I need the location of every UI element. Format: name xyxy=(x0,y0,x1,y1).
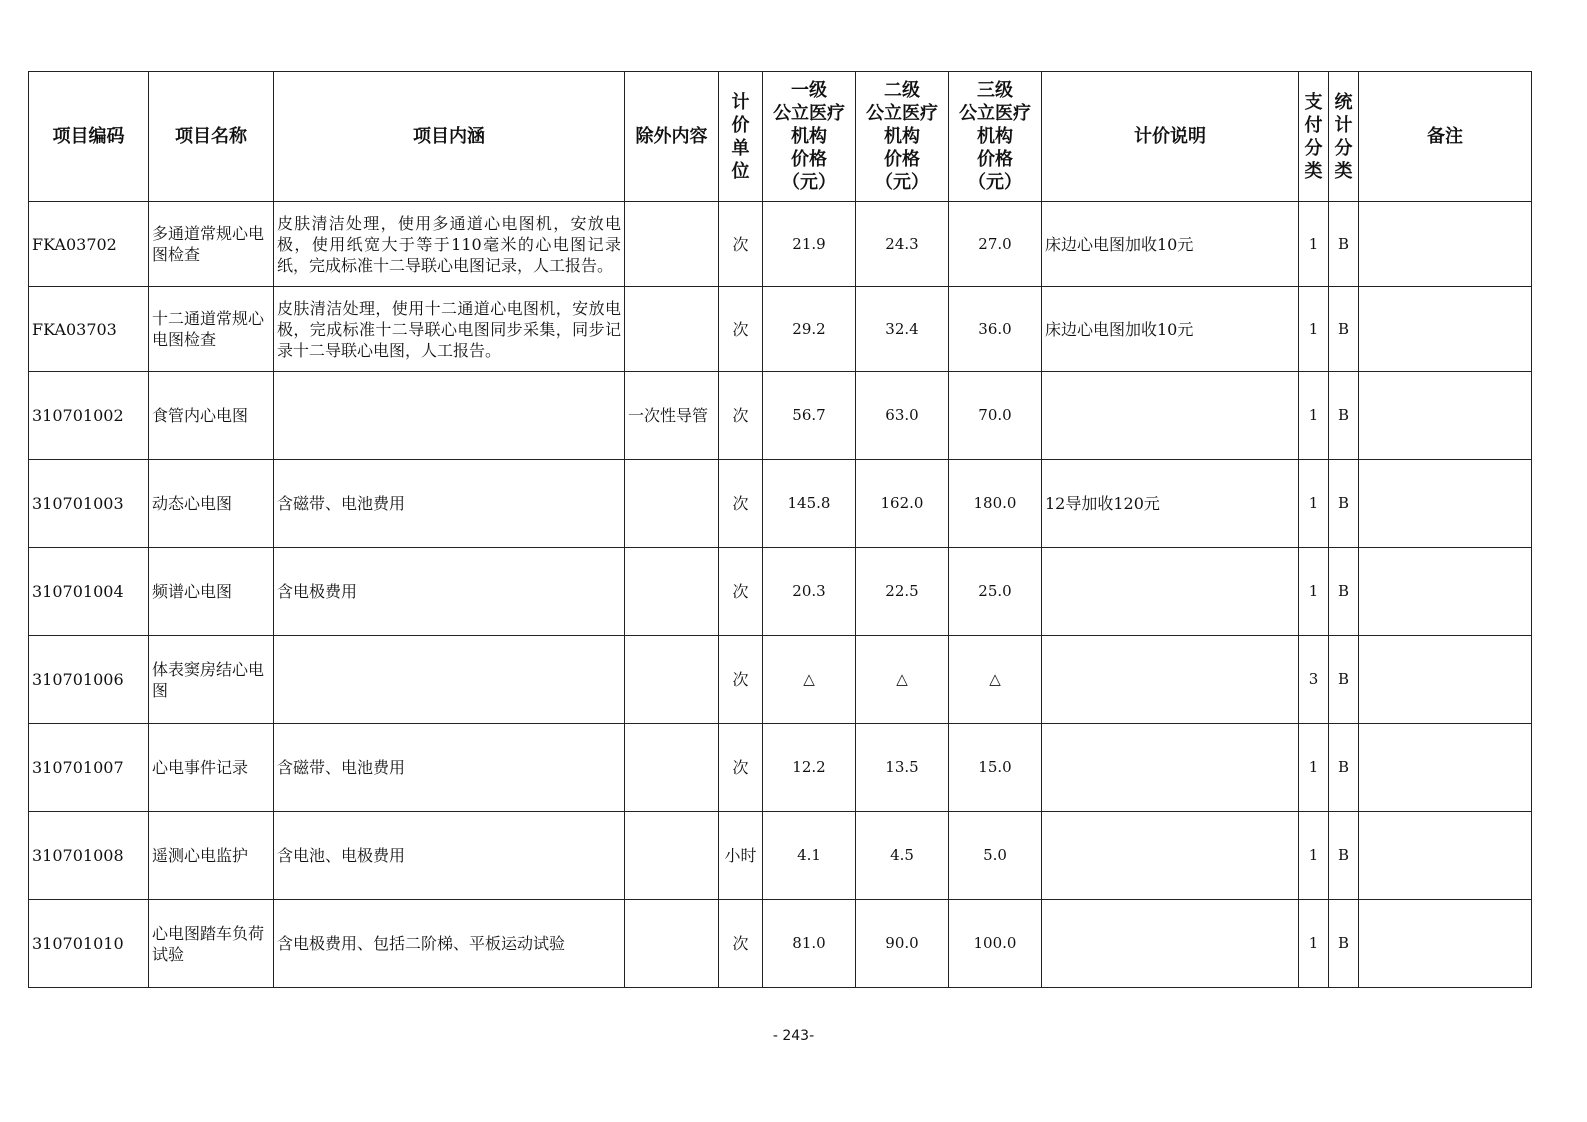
table-row xyxy=(29,372,1532,460)
cell-pricing-note: 12导加收120元 xyxy=(1042,460,1299,548)
cell-name: 多通道常规心电图检查 xyxy=(149,202,274,287)
cell-level3-price: 25.0 xyxy=(949,548,1042,636)
cell-stats-category: B xyxy=(1329,636,1359,724)
cell-name: 频谱心电图 xyxy=(149,548,274,636)
cell-pricing-note: 床边心电图加收10元 xyxy=(1042,287,1299,372)
header-level2-price: 二级 公立医疗 机构 价格 （元） xyxy=(856,72,949,202)
cell-pricing-note xyxy=(1042,812,1299,900)
cell-name: 动态心电图 xyxy=(149,460,274,548)
header-code: 项目编码 xyxy=(29,72,149,202)
cell-payment-category: 1 xyxy=(1299,900,1329,988)
cell-level2-price: 90.0 xyxy=(856,900,949,988)
cell-unit: 次 xyxy=(719,724,763,812)
cell-unit: 次 xyxy=(719,636,763,724)
cell-level2-price: 4.5 xyxy=(856,812,949,900)
cell-name: 遥测心电监护 xyxy=(149,812,274,900)
cell-excluded xyxy=(625,900,719,988)
cell-level3-price: 15.0 xyxy=(949,724,1042,812)
cell-excluded xyxy=(625,724,719,812)
cell-pricing-note xyxy=(1042,900,1299,988)
price-table xyxy=(28,71,1532,988)
cell-remarks xyxy=(1359,460,1532,548)
header-unit: 计 价 单 位 xyxy=(719,72,763,202)
header-row xyxy=(29,72,1532,202)
cell-stats-category: B xyxy=(1329,460,1359,548)
cell-code: FKA03703 xyxy=(29,287,149,372)
cell-name: 十二通道常规心电图检查 xyxy=(149,287,274,372)
cell-excluded: 一次性导管 xyxy=(625,372,719,460)
cell-level2-price: 24.3 xyxy=(856,202,949,287)
cell-content: 含电极费用、包括二阶梯、平板运动试验 xyxy=(274,900,625,988)
cell-code: 310701004 xyxy=(29,548,149,636)
cell-remarks xyxy=(1359,287,1532,372)
header-level3-price: 三级 公立医疗 机构 价格 （元） xyxy=(949,72,1042,202)
cell-code: 310701002 xyxy=(29,372,149,460)
cell-payment-category: 1 xyxy=(1299,287,1329,372)
cell-stats-category: B xyxy=(1329,812,1359,900)
cell-stats-category: B xyxy=(1329,548,1359,636)
cell-content xyxy=(274,372,625,460)
cell-level2-price: 63.0 xyxy=(856,372,949,460)
cell-remarks xyxy=(1359,900,1532,988)
cell-level3-price: 5.0 xyxy=(949,812,1042,900)
cell-unit: 次 xyxy=(719,287,763,372)
cell-remarks xyxy=(1359,724,1532,812)
table-row xyxy=(29,287,1532,372)
cell-content: 含磁带、电池费用 xyxy=(274,724,625,812)
cell-level2-price: 13.5 xyxy=(856,724,949,812)
cell-stats-category: B xyxy=(1329,202,1359,287)
header-content: 项目内涵 xyxy=(274,72,625,202)
cell-unit: 次 xyxy=(719,900,763,988)
cell-content: 含电池、电极费用 xyxy=(274,812,625,900)
cell-pricing-note xyxy=(1042,372,1299,460)
cell-excluded xyxy=(625,202,719,287)
cell-payment-category: 1 xyxy=(1299,202,1329,287)
cell-level1-price: 145.8 xyxy=(763,460,856,548)
cell-code: 310701006 xyxy=(29,636,149,724)
cell-excluded xyxy=(625,636,719,724)
cell-excluded xyxy=(625,460,719,548)
cell-level1-price: 20.3 xyxy=(763,548,856,636)
cell-level2-price: △ xyxy=(856,636,949,724)
cell-level3-price: 100.0 xyxy=(949,900,1042,988)
cell-content: 含磁带、电池费用 xyxy=(274,460,625,548)
cell-level2-price: 22.5 xyxy=(856,548,949,636)
cell-code: 310701010 xyxy=(29,900,149,988)
cell-code: 310701008 xyxy=(29,812,149,900)
header-payment-category: 支 付 分 类 xyxy=(1299,72,1329,202)
cell-unit: 次 xyxy=(719,372,763,460)
header-excluded: 除外内容 xyxy=(625,72,719,202)
cell-stats-category: B xyxy=(1329,724,1359,812)
cell-payment-category: 1 xyxy=(1299,372,1329,460)
cell-level3-price: △ xyxy=(949,636,1042,724)
cell-level1-price: △ xyxy=(763,636,856,724)
cell-remarks xyxy=(1359,812,1532,900)
cell-pricing-note xyxy=(1042,548,1299,636)
cell-level2-price: 32.4 xyxy=(856,287,949,372)
header-name: 项目名称 xyxy=(149,72,274,202)
cell-remarks xyxy=(1359,372,1532,460)
cell-level1-price: 12.2 xyxy=(763,724,856,812)
header-stats-category: 统 计 分 类 xyxy=(1329,72,1359,202)
cell-level2-price: 162.0 xyxy=(856,460,949,548)
cell-content: 皮肤清洁处理，使用十二通道心电图机，安放电极，完成标准十二导联心电图同步采集，同步记录十二导联心电图，人工报告。 xyxy=(274,287,625,372)
cell-code: FKA03702 xyxy=(29,202,149,287)
cell-name: 体表窦房结心电图 xyxy=(149,636,274,724)
table-row xyxy=(29,202,1532,287)
cell-pricing-note xyxy=(1042,636,1299,724)
cell-content: 皮肤清洁处理，使用多通道心电图机，安放电极，使用纸宽大于等于110毫米的心电图记录纸，完成标准十二导联心电图记录，人工报告。 xyxy=(274,202,625,287)
cell-payment-category: 1 xyxy=(1299,724,1329,812)
cell-level1-price: 81.0 xyxy=(763,900,856,988)
cell-unit: 小时 xyxy=(719,812,763,900)
cell-stats-category: B xyxy=(1329,900,1359,988)
cell-unit: 次 xyxy=(719,548,763,636)
cell-excluded xyxy=(625,287,719,372)
table-row xyxy=(29,724,1532,812)
cell-unit: 次 xyxy=(719,202,763,287)
cell-level3-price: 70.0 xyxy=(949,372,1042,460)
cell-remarks xyxy=(1359,202,1532,287)
cell-content xyxy=(274,636,625,724)
cell-unit: 次 xyxy=(719,460,763,548)
table-row xyxy=(29,636,1532,724)
cell-name: 食管内心电图 xyxy=(149,372,274,460)
table-row xyxy=(29,548,1532,636)
cell-level3-price: 36.0 xyxy=(949,287,1042,372)
table-row xyxy=(29,900,1532,988)
header-level1-price: 一级 公立医疗 机构 价格 （元） xyxy=(763,72,856,202)
cell-name: 心电图踏车负荷试验 xyxy=(149,900,274,988)
table-row xyxy=(29,460,1532,548)
header-pricing-note: 计价说明 xyxy=(1042,72,1299,202)
cell-level1-price: 56.7 xyxy=(763,372,856,460)
table-row xyxy=(29,812,1532,900)
cell-level3-price: 27.0 xyxy=(949,202,1042,287)
cell-payment-category: 3 xyxy=(1299,636,1329,724)
page-number: - 243- xyxy=(772,1028,815,1044)
cell-remarks xyxy=(1359,548,1532,636)
cell-level1-price: 4.1 xyxy=(763,812,856,900)
cell-excluded xyxy=(625,548,719,636)
cell-payment-category: 1 xyxy=(1299,812,1329,900)
cell-excluded xyxy=(625,812,719,900)
cell-payment-category: 1 xyxy=(1299,548,1329,636)
cell-level1-price: 21.9 xyxy=(763,202,856,287)
cell-code: 310701007 xyxy=(29,724,149,812)
cell-remarks xyxy=(1359,636,1532,724)
cell-pricing-note xyxy=(1042,724,1299,812)
cell-stats-category: B xyxy=(1329,372,1359,460)
cell-level1-price: 29.2 xyxy=(763,287,856,372)
cell-stats-category: B xyxy=(1329,287,1359,372)
cell-pricing-note: 床边心电图加收10元 xyxy=(1042,202,1299,287)
cell-name: 心电事件记录 xyxy=(149,724,274,812)
cell-code: 310701003 xyxy=(29,460,149,548)
cell-level3-price: 180.0 xyxy=(949,460,1042,548)
cell-content: 含电极费用 xyxy=(274,548,625,636)
cell-payment-category: 1 xyxy=(1299,460,1329,548)
header-remarks: 备注 xyxy=(1359,72,1532,202)
